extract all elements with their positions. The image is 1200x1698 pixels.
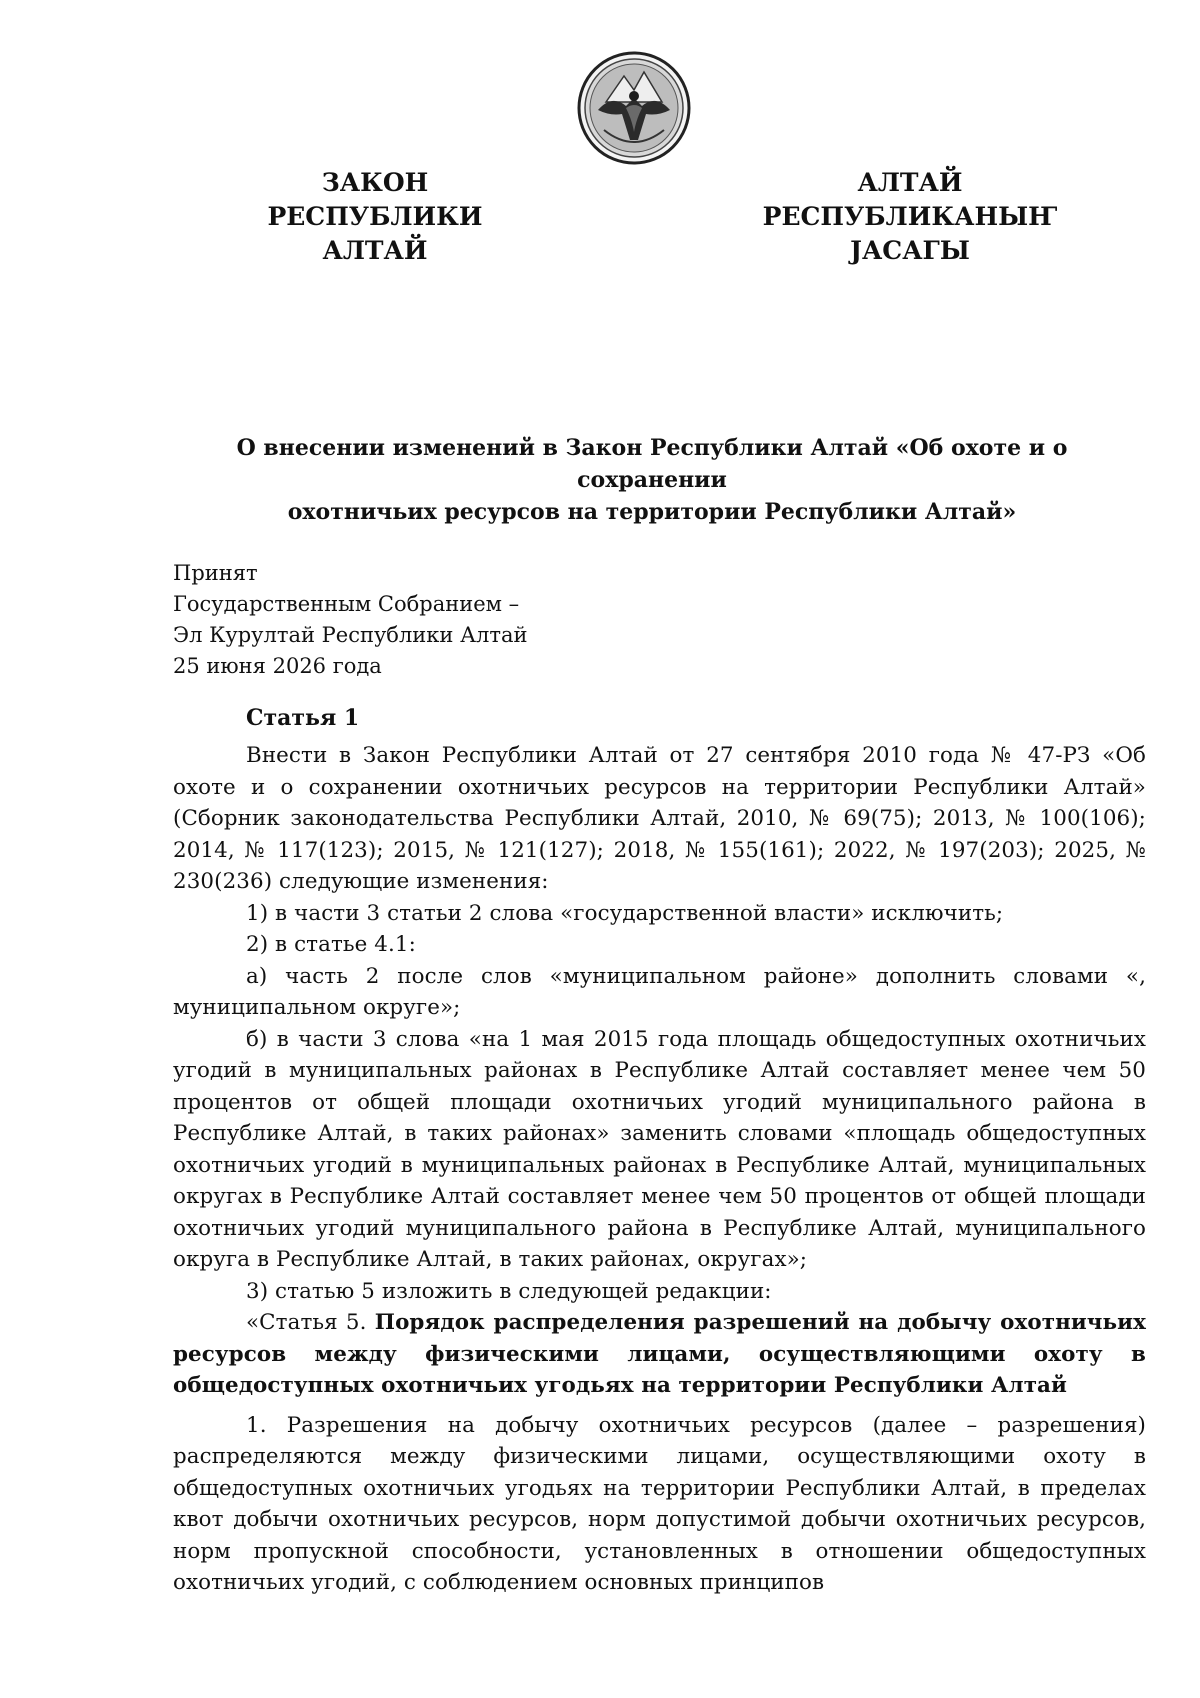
article-intro: Внести в Закон Республики Алтай от 27 сентября 2010 года № 47-РЗ «Об охоте и о сохранении охотничьих ресурсов на территории Республики Алтай» (Сборник законодательства Республики Алтай, 2010, № 69(75); 2013, № 100(106); 2014, № 117(123); 2015, № 121(127); 2018, № 155(161); 2022, № 197(203); 2025, № 230(236) следующие изменения:: [173, 743, 1146, 894]
adoption-block: [173, 558, 527, 682]
header-left-line2: РЕСПУБЛИКИ АЛТАЙ: [267, 202, 483, 265]
article5-paragraph-1: 1. Разрешения на добычу охотничьих ресурсов (далее – разрешения) распределяются между физическими лицами, осуществляющими охоту в общедоступных охотничьих угодьях на территории Республики Алтай, в пределах квот добычи охотничьих ресурсов, норм допустимой добычи охотничьих ресурсов, норм пропускной способности, установленных в отношении общедоступных охотничьих угодий, с соблюдением основных принципов: [173, 1412, 1146, 1595]
article5-prefix: «Статья 5.: [246, 1310, 375, 1335]
article-body: [173, 740, 1146, 1599]
adoption-line3: Эл Курултай Республики Алтай: [173, 623, 528, 647]
law-title-line1: О внесении изменений в Закон Республики Алтай «Об охоте и о сохранении: [236, 435, 1068, 493]
article5-title: Порядок распределения разрешений на добычу охотничьих ресурсов между физическими лицами, осуществляющими охоту в общедоступных охотничьих угодьях на территории Республики Алтай: [173, 1310, 1146, 1398]
header-left: [220, 166, 530, 268]
adoption-line1: Принят: [173, 561, 258, 585]
amendment-item-2: 2) в статье 4.1:: [246, 932, 416, 957]
adoption-line2: Государственным Собранием –: [173, 592, 520, 616]
law-title: [172, 432, 1132, 528]
header-right-line2: ЈАСАГЫ: [850, 236, 970, 265]
header-right: [720, 166, 1100, 268]
adoption-date: 25 июня 2026 года: [173, 654, 382, 678]
article5-heading: [173, 1307, 1146, 1402]
amendment-item-3: 3) статью 5 изложить в следующей редакции:: [246, 1278, 772, 1304]
law-title-line2: охотничьих ресурсов на территории Республики Алтай»: [287, 499, 1017, 525]
header-left-line1: ЗАКОН: [321, 168, 429, 197]
header-right-line1: АЛТАЙ РЕСПУБЛИКАНЫҤ: [762, 168, 1058, 231]
article-heading: Статья 1: [246, 705, 360, 731]
amendment-item-1: 1) в части 3 статьи 2 слова «государственной власти» исключить;: [246, 900, 1004, 926]
coat-of-arms-icon: [576, 50, 692, 166]
amendment-item-2b: б) в части 3 слова «на 1 мая 2015 года площадь общедоступных охотничьих угодий в муниципальных районах в Республике Алтай составляет менее чем 50 процентов от общей площади охотничьих угодий муниципального района в Республике Алтай, в таких районах» заменить словами «площадь общедоступных охотничьих угодий в муниципальных районах в Республике Алтай, муниципальных округах в Республике Алтай составляет менее чем 50 процентов от общей площади охотничьих угодий муниципального района в Республике Алтай, муниципального округа в Республике Алтай, в таких районах, округах»;: [173, 1026, 1146, 1272]
amendment-item-2a: а) часть 2 после слов «муниципальном районе» дополнить словами «, муниципальном округе»;: [173, 963, 1146, 1020]
